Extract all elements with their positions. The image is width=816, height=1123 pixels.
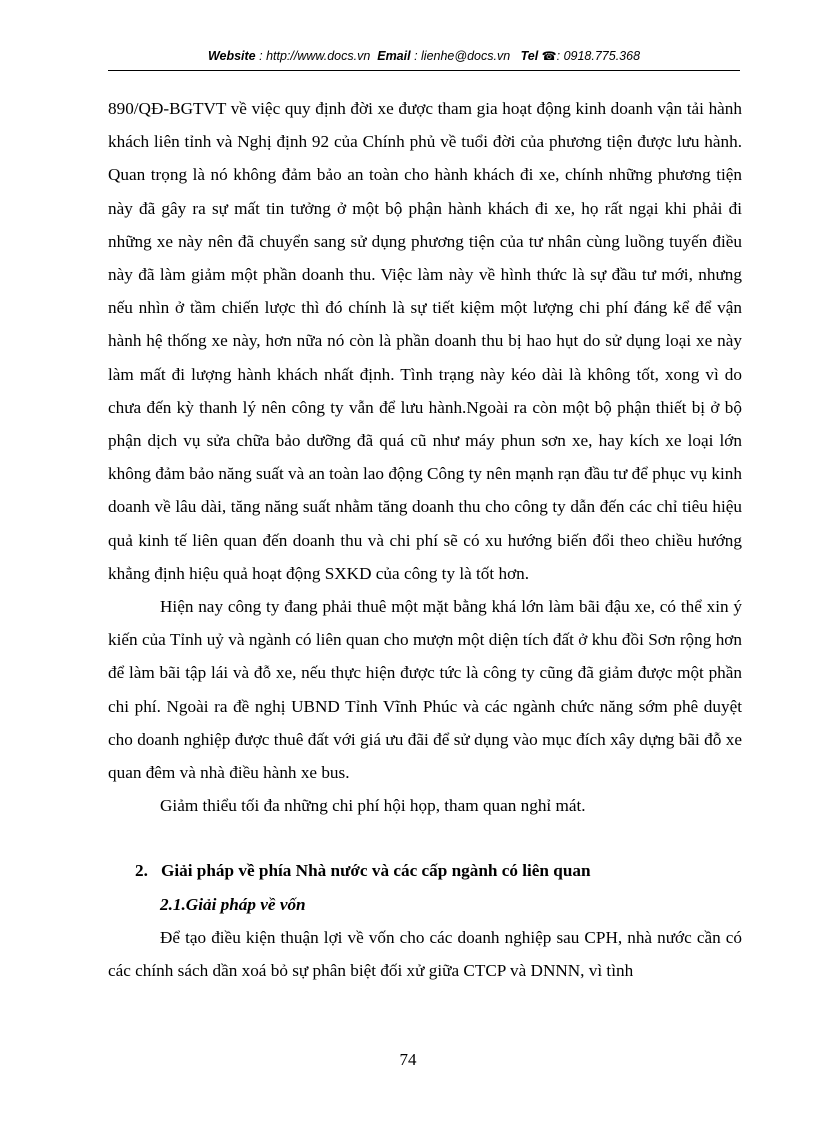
section-number: 2.: [135, 861, 148, 881]
email-label: Email: [377, 49, 411, 63]
document-body: [108, 92, 742, 987]
website-url: http://www.docs.vn: [266, 49, 371, 63]
paragraph-1: 890/QĐ-BGTVT về việc quy định đời xe được tham gia hoạt động kinh doanh vận tải hành khách liên tỉnh và Nghị định 92 của Chính phủ về tuổi đời của phương tiện được lưu hành. Quan trọng là nó không đảm bảo an toàn cho hành khách đi xe, chính những phương tiện này đã gây ra sự mất tin tưởng ở một bộ phận hành khách đi xe, họ rất ngại khi phải đi những xe này nên đã chuyển sang sử dụng phương tiện của tư nhân cùng luồng tuyến điều này đã làm giảm một phần doanh thu. Việc làm này về hình thức là sự đầu tư mới, nhưng nếu nhìn ở tầm chiến lược thì đó chính là sự tiết kiệm một lượng chi phí đáng kể để vận hành hệ thống xe này, hơn nữa nó còn là phần doanh thu bị hao hụt do sử dụng loại xe này làm mất đi lượng hành khách nhất định. Tình trạng này kéo dài là không tốt, xong vì do chưa đến kỳ thanh lý nên công ty vẫn để lưu hành.Ngoài ra còn một bộ phận thiết bị ở bộ phận dịch vụ sửa chữa bảo dưỡng đã quá cũ như máy phun sơn xe, hay kích xe loại lớn không đảm bảo năng suất và an toàn lao động Công ty nên mạnh rạn đầu tư để phục vụ kinh doanh về lâu dài, tăng năng suất nhằm tăng doanh thu cho công ty dẫn đến các chỉ tiêu hiệu quả kinh tế liên quan đến doanh thu và chi phí sẽ có xu hướng biến đổi theo chiều hướng khẳng định hiệu quả hoạt động SXKD của công ty là tốt hơn.: [108, 99, 742, 583]
email-value: lienhe@docs.vn: [421, 49, 511, 63]
page-header: [108, 48, 740, 67]
tel-label: Tel: [520, 49, 539, 63]
section-heading-2: [135, 854, 742, 887]
phone-icon: ☎: [541, 49, 557, 63]
tel-separator: :: [556, 49, 564, 63]
paragraph-4: Để tạo điều kiện thuận lợi về vốn cho các doanh nghiệp sau CPH, nhà nước cần có các chính sách dần xoá bỏ sự phân biệt đối xử giữa CTCP và DNNN, vì tình: [108, 927, 742, 981]
paragraph-2: Hiện nay công ty đang phải thuê một mặt bằng khá lớn làm bãi đậu xe, có thể xin ý kiến của Tỉnh uỷ và ngành có liên quan cho mượn một diện tích đất ở khu đồi Sơn rộng hơn để làm bãi tập lái và đỗ xe, nếu thực hiện được tức là công ty cũng đã giảm được một phần chi phí. Ngoài ra đề nghị UBND Tỉnh Vĩnh Phúc và các ngành chức năng sớm phê duyệt cho doanh nghiệp được thuê đất với giá ưu đãi để sử dụng vào mục đích xây dựng bãi đỗ xe quan đêm và nhà điều hành xe bus.: [108, 597, 742, 783]
paragraph-3: Giảm thiểu tối đa những chi phí hội họp, tham quan nghỉ mát.: [160, 796, 586, 816]
section-title: Giải pháp về phía Nhà nước và các cấp ngành có liên quan: [161, 861, 591, 881]
website-separator: :: [255, 49, 267, 63]
website-label: Website: [207, 49, 256, 63]
header-divider: [108, 70, 740, 71]
email-separator: :: [410, 49, 422, 63]
subsection-heading-2-1: 2.1.Giải pháp về vốn: [160, 894, 306, 914]
tel-value: 0918.775.368: [563, 49, 641, 63]
page-number: 74: [399, 1050, 417, 1069]
